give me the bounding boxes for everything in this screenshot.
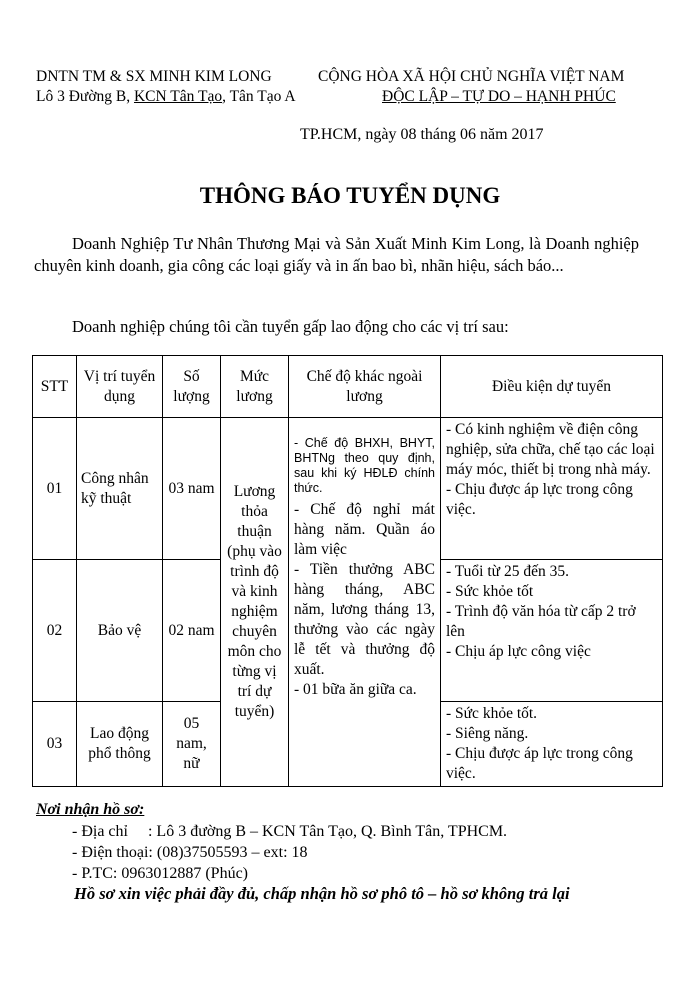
date-line: TP.HCM, ngày 08 tháng 06 năm 2017 bbox=[300, 126, 544, 143]
row-stt: 01 bbox=[33, 418, 77, 560]
company-address bbox=[36, 87, 296, 107]
header-requirements: Điều kiện dự tuyển bbox=[441, 356, 663, 418]
footer-heading: Nơi nhận hồ sơ: bbox=[36, 801, 145, 818]
intro-paragraph: Doanh Nghiệp Tư Nhân Thương Mại và Sản Xuất Minh Kim Long, là Doanh nghiệp chuyên kinh doanh, gia công các loại giấy và in ấn bao bì, nhãn hiệu, sách báo... bbox=[34, 234, 639, 275]
condition-item: - Chịu được áp lực trong công việc. bbox=[446, 745, 633, 782]
benefit-insurance: - Chế độ BHXH, BHYT, BHTNg theo quy định, sau khi ký HĐLĐ chính thức. bbox=[294, 436, 435, 495]
company-name: DNTN TM & SX MINH KIM LONG bbox=[36, 68, 272, 85]
header-salary: Mức lương bbox=[221, 356, 289, 418]
header-quantity: Số lượng bbox=[163, 356, 221, 418]
benefit-meal: - 01 bữa ăn giữa ca. bbox=[294, 681, 417, 698]
footer-contact: - P.TC: 0963012887 (Phúc) bbox=[72, 865, 248, 882]
jobs-table bbox=[32, 355, 663, 787]
national-motto: ĐỘC LẬP – TỰ DO – HẠNH PHÚC bbox=[382, 88, 616, 105]
condition-item: - Có kinh nghiệm về điện công nghiệp, sửa chữa, chế tạo các loại máy móc, thiết bị trong nhà máy. bbox=[446, 421, 655, 478]
table-header-row bbox=[33, 356, 663, 418]
row-conditions bbox=[441, 418, 663, 560]
row-position: Lao động phổ thông bbox=[77, 702, 163, 787]
header-benefits: Chế độ khác ngoài lương bbox=[289, 356, 441, 418]
row-stt: 02 bbox=[33, 560, 77, 702]
header-stt: STT bbox=[33, 356, 77, 418]
address-kcn: KCN Tân Tạo bbox=[133, 88, 223, 105]
footer-note: Hồ sơ xin việc phải đầy đủ, chấp nhận hồ sơ phô tô – hồ sơ không trả lại bbox=[74, 884, 570, 903]
benefit-bonus: - Tiền thưởng ABC hàng tháng, ABC năm, lương tháng 13, thưởng vào các ngày lễ tết và thưởng độ xuất. bbox=[294, 561, 435, 678]
footer-address: - Địa chỉ : Lô 3 đường B – KCN Tân Tạo, Q. Bình Tân, TPHCM. bbox=[72, 823, 508, 840]
row-conditions bbox=[441, 702, 663, 787]
condition-item: - Chịu áp lực công việc bbox=[446, 643, 591, 660]
condition-item: - Sức khỏe tốt. bbox=[446, 705, 538, 722]
condition-item: - Tuổi từ 25 đến 35. bbox=[446, 563, 569, 580]
row-position: Bảo vệ bbox=[77, 560, 163, 702]
row-conditions bbox=[441, 560, 663, 702]
address-lot: Lô 3 Đường B, bbox=[36, 88, 134, 105]
need-line: Doanh nghiệp chúng tôi cần tuyển gấp lao động cho các vị trí sau: bbox=[72, 317, 509, 336]
row-quantity: 05 nam, nữ bbox=[163, 702, 221, 787]
row-quantity: 03 nam bbox=[163, 418, 221, 560]
footer-phone: - Điện thoại: (08)37505593 – ext: 18 bbox=[72, 844, 308, 861]
address-rest: , Tân Tạo A bbox=[222, 88, 296, 105]
table-row bbox=[33, 418, 663, 560]
header-position: Vị trí tuyển dụng bbox=[77, 356, 163, 418]
row-position: Công nhân kỹ thuật bbox=[77, 418, 163, 560]
row-stt: 03 bbox=[33, 702, 77, 787]
benefits-cell bbox=[289, 418, 441, 787]
condition-item: - Chịu được áp lực trong công việc. bbox=[446, 481, 633, 518]
condition-item: - Trình độ văn hóa từ cấp 2 trở lên bbox=[446, 603, 636, 640]
page-title: THÔNG BÁO TUYỂN DỤNG bbox=[199, 183, 501, 208]
condition-item: - Siêng năng. bbox=[446, 725, 529, 742]
condition-item: - Sức khỏe tốt bbox=[446, 583, 534, 600]
benefit-vacation: - Chế độ nghỉ mát hàng năm. Quần áo làm việc bbox=[294, 501, 435, 558]
row-quantity: 02 nam bbox=[163, 560, 221, 702]
country-name: CỘNG HÒA XÃ HỘI CHỦ NGHĨA VIỆT NAM bbox=[318, 68, 625, 85]
salary-cell: Lương thỏa thuận (phụ vào trình độ và kinh nghiệm chuyên môn cho từng vị trí dự tuyển) bbox=[221, 418, 289, 787]
